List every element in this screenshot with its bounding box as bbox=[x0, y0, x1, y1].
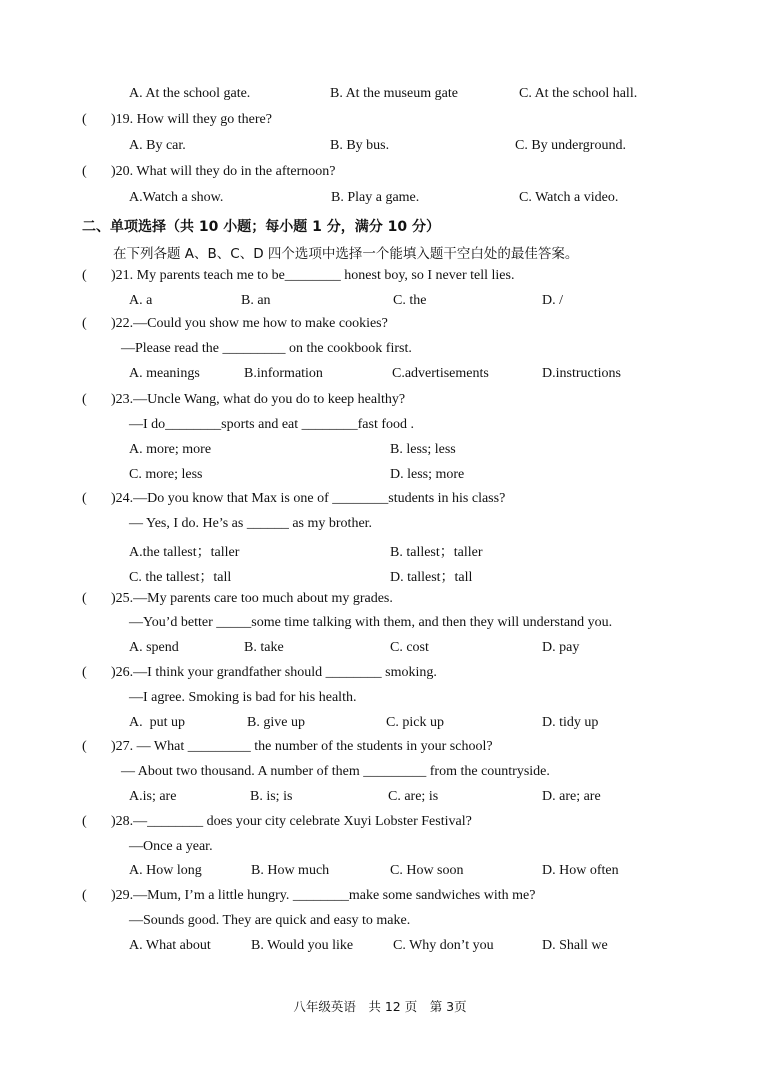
q28-option-b: B. How much bbox=[251, 863, 330, 878]
q28-option-c: C. How soon bbox=[390, 863, 464, 878]
q25-option-c: C. cost bbox=[390, 640, 429, 655]
q25-option-a: A. spend bbox=[129, 640, 179, 655]
q21-stem: )21. My parents teach me to be________ honest boy, so I never tell lies. bbox=[111, 268, 515, 283]
q26-option-d: D. tidy up bbox=[542, 715, 599, 730]
q22-stem: )22.—Could you show me how to make cookies? bbox=[111, 316, 388, 331]
q21-option-d: D. / bbox=[542, 293, 563, 308]
answer-bracket[interactable]: ( bbox=[82, 491, 87, 506]
q19-stem: )19. How will they go there? bbox=[111, 112, 272, 127]
q22-option-b: B.information bbox=[244, 366, 323, 381]
q27-option-a: A.is; are bbox=[129, 789, 177, 804]
q27-stem: )27. — What _________ the number of the students in your school? bbox=[111, 739, 493, 754]
q26-option-b: B. give up bbox=[247, 715, 305, 730]
q22-reply: —Please read the _________ on the cookbook first. bbox=[121, 341, 412, 356]
q29-option-b: B. Would you like bbox=[251, 938, 354, 953]
answer-bracket[interactable]: ( bbox=[82, 392, 87, 407]
q18-option-c: C. At the school hall. bbox=[519, 86, 638, 101]
q24-option-c: C. the tallest；tall bbox=[129, 570, 232, 585]
q18-option-a: A. At the school gate. bbox=[129, 86, 251, 101]
q28-option-a: A. How long bbox=[129, 863, 202, 878]
q23-option-c: C. more; less bbox=[129, 467, 203, 482]
q29-option-c: C. Why don’t you bbox=[393, 938, 494, 953]
q19-option-b: B. By bus. bbox=[330, 138, 390, 153]
q29-option-d: D. Shall we bbox=[542, 938, 608, 953]
q29-option-a: A. What about bbox=[129, 938, 211, 953]
q23-option-d: D. less; more bbox=[390, 467, 465, 482]
q27-reply: — About two thousand. A number of them _________ from the countryside. bbox=[121, 764, 550, 779]
q23-option-b: B. less; less bbox=[390, 442, 456, 457]
q20-stem: )20. What will they do in the afternoon? bbox=[111, 164, 336, 179]
q21-option-b: B. an bbox=[241, 293, 271, 308]
section-instruction: 在下列各题 A、B、C、D 四个选项中选择一个能填入题干空白处的最佳答案。 bbox=[113, 246, 579, 262]
answer-bracket[interactable]: ( bbox=[82, 665, 87, 680]
q19-option-c: C. By underground. bbox=[515, 138, 626, 153]
q21-option-a: A. a bbox=[129, 293, 153, 308]
q23-reply: —I do________sports and eat ________fast food . bbox=[129, 417, 415, 432]
answer-bracket[interactable]: ( bbox=[82, 739, 87, 754]
q29-stem: )29.—Mum, I’m a little hungry. ________make some sandwiches with me? bbox=[111, 888, 536, 903]
q24-option-a: A.the tallest；taller bbox=[129, 545, 240, 560]
q29-reply: —Sounds good. They are quick and easy to make. bbox=[129, 913, 411, 928]
q20-option-b: B. Play a game. bbox=[331, 190, 420, 205]
q25-option-d: D. pay bbox=[542, 640, 580, 655]
q22-option-c: C.advertisements bbox=[392, 366, 489, 381]
q28-option-d: D. How often bbox=[542, 863, 619, 878]
q22-option-a: A. meanings bbox=[129, 366, 200, 381]
answer-bracket[interactable]: ( bbox=[82, 268, 87, 283]
q27-option-c: C. are; is bbox=[388, 789, 439, 804]
page-footer: 八年级英语 共 12 页 第 3页 bbox=[293, 999, 467, 1014]
q25-reply: —You’d better _____some time talking with them, and then they will understand you. bbox=[129, 615, 613, 630]
q26-option-a: A. put up bbox=[129, 715, 185, 730]
answer-bracket[interactable]: ( bbox=[82, 591, 87, 606]
q19-option-a: A. By car. bbox=[129, 138, 186, 153]
answer-bracket[interactable]: ( bbox=[82, 112, 87, 127]
answer-bracket[interactable]: ( bbox=[82, 814, 87, 829]
q25-option-b: B. take bbox=[244, 640, 284, 655]
answer-bracket[interactable]: ( bbox=[82, 888, 87, 903]
q27-option-d: D. are; are bbox=[542, 789, 601, 804]
q25-stem: )25.—My parents care too much about my grades. bbox=[111, 591, 393, 606]
q26-reply: —I agree. Smoking is bad for his health. bbox=[129, 690, 357, 705]
q23-stem: )23.—Uncle Wang, what do you do to keep healthy? bbox=[111, 392, 406, 407]
q23-option-a: A. more; more bbox=[129, 442, 212, 457]
q26-stem: )26.—I think your grandfather should ________ smoking. bbox=[111, 665, 437, 680]
q21-option-c: C. the bbox=[393, 293, 427, 308]
q18-option-b: B. At the museum gate bbox=[330, 86, 458, 101]
q26-option-c: C. pick up bbox=[386, 715, 444, 730]
q20-option-c: C. Watch a video. bbox=[519, 190, 619, 205]
answer-bracket[interactable]: ( bbox=[82, 164, 87, 179]
q24-option-b: B. tallest；taller bbox=[390, 545, 483, 560]
section-title: 二、单项选择（共 10 小题；每小题 1 分，满分 10 分） bbox=[82, 219, 440, 235]
q24-stem: )24.—Do you know that Max is one of ________students in his class? bbox=[111, 491, 506, 506]
q24-option-d: D. tallest；tall bbox=[390, 570, 473, 585]
q28-stem: )28.—________ does your city celebrate Xuyi Lobster Festival? bbox=[111, 814, 472, 829]
q22-option-d: D.instructions bbox=[542, 366, 621, 381]
answer-bracket[interactable]: ( bbox=[82, 316, 87, 331]
q28-reply: —Once a year. bbox=[129, 839, 213, 854]
q27-option-b: B. is; is bbox=[250, 789, 293, 804]
q24-reply: — Yes, I do. He’s as ______ as my brother. bbox=[129, 516, 373, 531]
q20-option-a: A.Watch a show. bbox=[129, 190, 224, 205]
